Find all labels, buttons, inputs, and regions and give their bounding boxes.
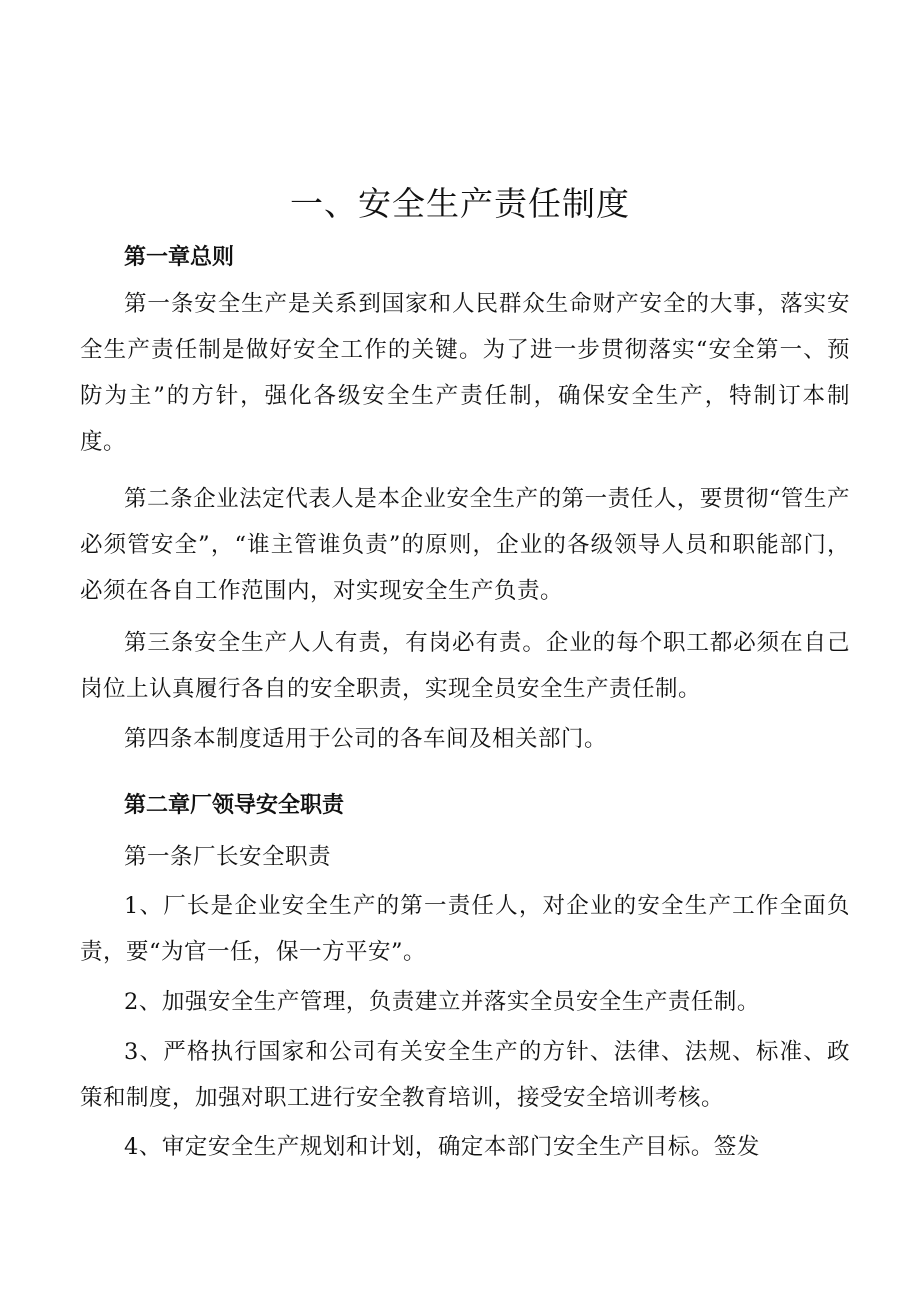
article-4-paragraph: 第四条本制度适用于公司的各车间及相关部门。 <box>124 726 608 752</box>
article-1-paragraph: 第一条安全生产是关系到国家和人民群众生命财产安全的大事，落实安全生产责任制是做好安全工作的关键。为了进一步贯彻落实“安全第一、预防为主”的方针，强化各级安全生产责任制，确保安全生产，特制订本制度。 <box>80 291 850 455</box>
chapter-2-heading: 第二章厂领导安全职责 <box>124 793 345 818</box>
document-title: 一、安全生产责任制度 <box>290 184 630 224</box>
article-1-title: 第一条厂长安全职责 <box>124 844 332 870</box>
list-item-2: 2、加强安全生产管理，负责建立并落实全员安全生产责任制。 <box>124 989 760 1015</box>
article-3-paragraph: 第三条安全生产人人有责，有岗必有责。企业的每个职工都必须在自己岗位上认真履行各自的安全职责，实现全员安全生产责任制。 <box>80 630 850 702</box>
article-2-paragraph: 第二条企业法定代表人是本企业安全生产的第一责任人，要贯彻“管生产必须管安全”，“谁主管谁负责”的原则，企业的各级领导人员和职能部门，必须在各自工作范围内，对实现安全生产负责。 <box>80 486 850 604</box>
list-item-3: 3、严格执行国家和公司有关安全生产的方针、法律、法规、标准、政策和制度，加强对职工进行安全教育培训，接受安全培训考核。 <box>80 1039 850 1111</box>
list-item-4: 4、审定安全生产规划和计划，确定本部门安全生产目标。签发 <box>124 1134 760 1160</box>
chapter-1-heading: 第一章总则 <box>124 245 235 270</box>
list-item-1: 1、厂长是企业安全生产的第一责任人，对企业的安全生产工作全面负责，要“为官一任，保一方平安”。 <box>80 893 850 965</box>
